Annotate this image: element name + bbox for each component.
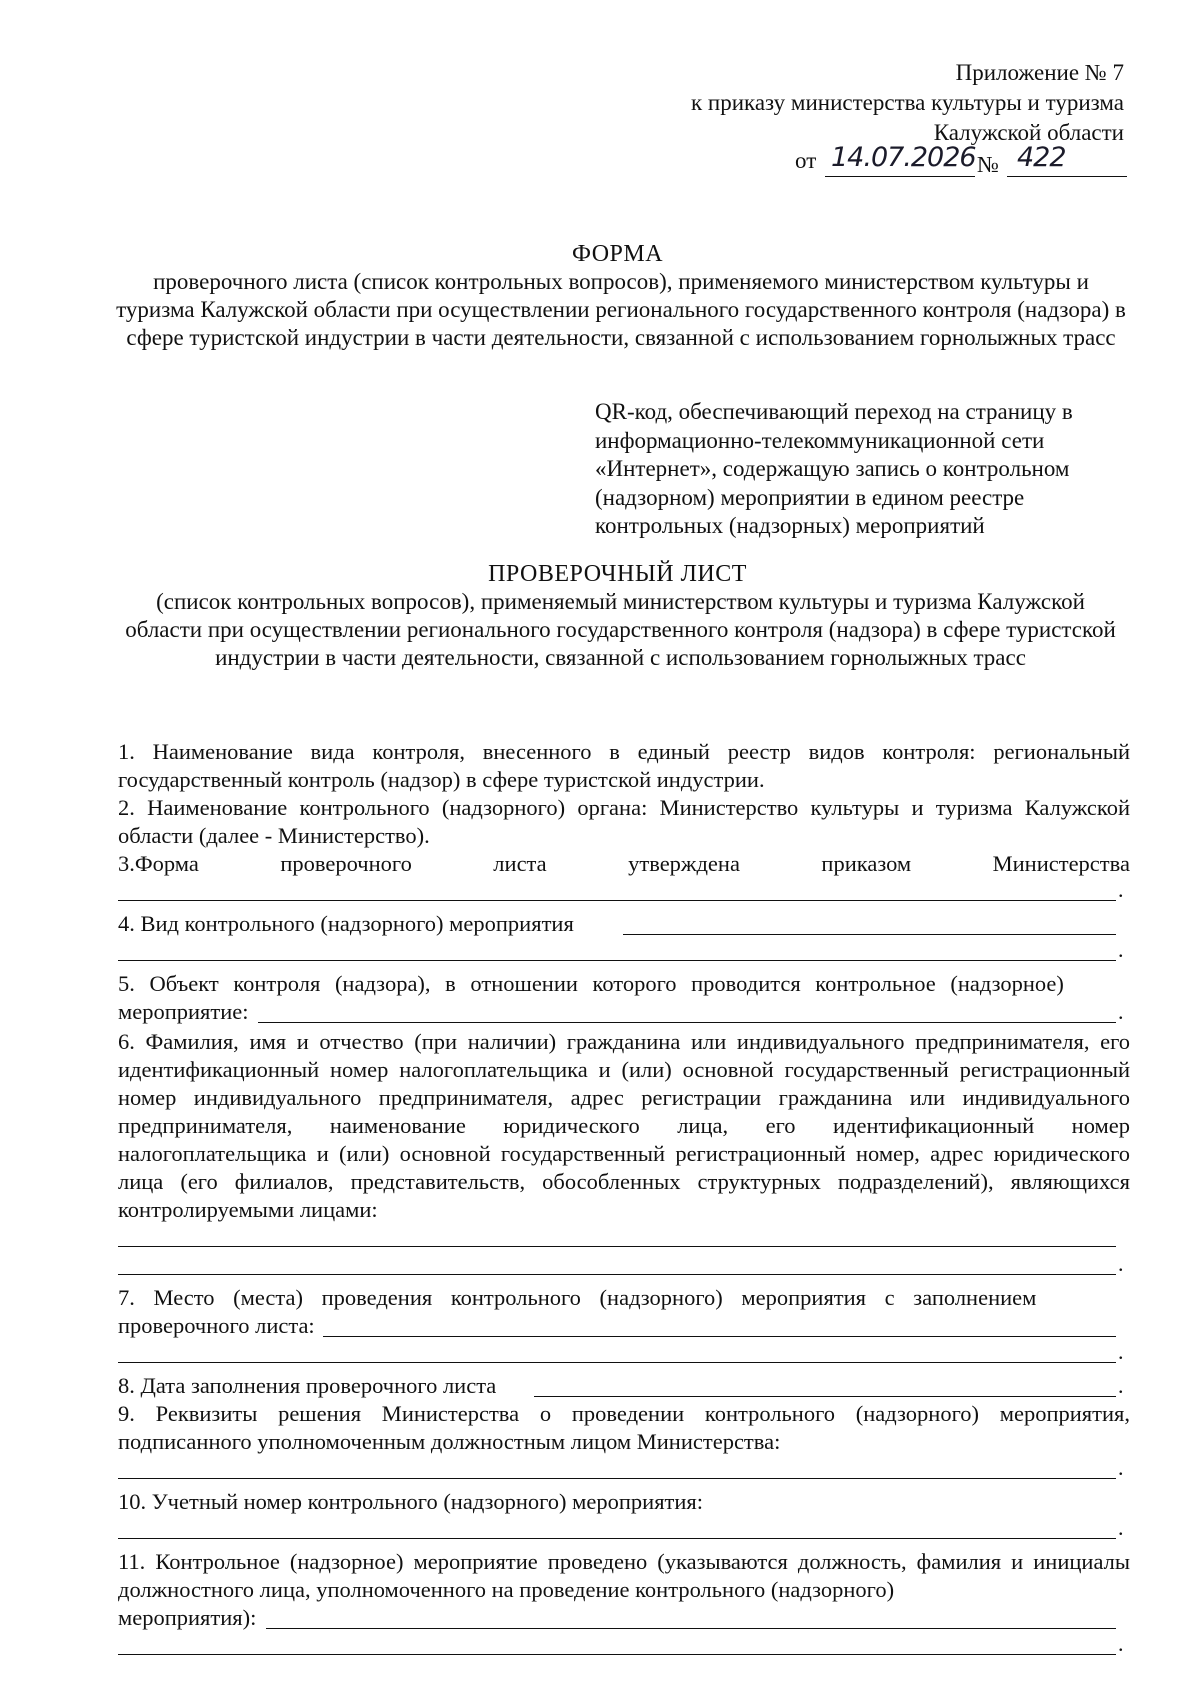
qr-code-description: QR-код, обеспечивающий переход на страницу в информационно-телекоммуникационной сети «Интернет», содержащую запись о контрольном (надзорном) мероприятии в едином реестре контрольных (надзорных) мероприятий <box>595 399 1073 538</box>
item-10-fill-line[interactable] <box>118 1538 1116 1539</box>
region-name: Калужской области <box>933 120 1124 145</box>
item-6-fill-row <box>118 1224 1130 1252</box>
line-end: . <box>1118 877 1124 902</box>
item-5-fill-line[interactable] <box>258 1022 1116 1023</box>
item-5-label-end: мероприятие: <box>118 999 249 1024</box>
item-1: 1. Наименование вида контроля, внесенного в единый реестр видов контроля: региональный государственный контроль (надзор) в сфере туристской индустрии. <box>118 739 1130 792</box>
handwritten-number: 422 <box>1017 142 1066 173</box>
item-4 <box>118 910 1130 938</box>
item-3-word: утверждена <box>628 851 740 876</box>
item-4-fill-row <box>118 938 1130 966</box>
item-10 <box>118 1488 1130 1516</box>
item-11-fill-line-2[interactable] <box>118 1654 1116 1655</box>
item-8 <box>118 1372 1130 1400</box>
date-underline <box>825 176 975 177</box>
item-3-word: Министерства <box>992 851 1130 876</box>
item-7-fill-line[interactable] <box>323 1336 1116 1337</box>
item-7-fill-line-2[interactable] <box>118 1362 1116 1363</box>
item-3 <box>118 850 1130 878</box>
item-6-fill-line-2[interactable] <box>118 1274 1116 1275</box>
item-4-fill-line-2[interactable] <box>118 960 1116 961</box>
line-end: . <box>1118 1373 1124 1398</box>
order-date-number-row <box>795 142 1130 184</box>
item-7-fill-row-2 <box>118 1340 1130 1368</box>
checklist-items <box>118 738 1130 1660</box>
item-7-label-end: проверочного листа: <box>118 1313 315 1338</box>
item-5-label: 5. Объект контроля (надзора), в отношении которого проводится контрольное (надзорное) <box>118 971 1064 996</box>
line-end: . <box>1118 1455 1124 1480</box>
form-heading: ФОРМА <box>571 241 664 267</box>
item-3-word: проверочного <box>280 851 412 876</box>
item-6-fill-line[interactable] <box>118 1246 1116 1247</box>
line-end: . <box>1118 999 1124 1024</box>
order-reference: к приказу министерства культуры и туризма <box>690 90 1124 115</box>
appendix-header <box>524 58 1124 148</box>
item-6-fill-row-2 <box>118 1252 1130 1280</box>
item-7-fill-row <box>118 1312 1130 1340</box>
item-10-label: 10. Учетный номер контрольного (надзорного) мероприятия: <box>118 1489 704 1514</box>
form-subtitle: проверочного листа (список контрольных вопросов), применяемого министерством культуры и туризма Калужской области при осуществлении регионального государственного контроля (надзора) в сфере туристской индустрии в части деятельности, связанной с использованием горнолыжных трасс <box>116 269 1126 350</box>
line-end: . <box>1118 1631 1124 1656</box>
item-8-label: 8. Дата заполнения проверочного листа <box>118 1373 497 1398</box>
checklist-subtitle: (список контрольных вопросов), применяемый министерством культуры и туризма Калужской области при осуществлении регионального государственного контроля (надзора) в сфере туристской индустрии в части деятельности, связанной с использованием горнолыжных трасс <box>125 589 1116 670</box>
item-10-fill-row <box>118 1516 1130 1544</box>
item-4-label: 4. Вид контрольного (надзорного) мероприятия <box>118 911 574 936</box>
line-end: . <box>1118 1251 1124 1276</box>
item-9-fill-line[interactable] <box>118 1478 1116 1479</box>
line-end: . <box>1118 1339 1124 1364</box>
item-8-fill-line[interactable] <box>534 1396 1116 1397</box>
line-end: . <box>1118 1515 1124 1540</box>
handwritten-date: 14.07.2026 <box>831 142 976 173</box>
item-7-label: 7. Место (места) проведения контрольного (надзорного) мероприятия с заполнением <box>118 1285 1037 1310</box>
number-label: № <box>977 152 999 177</box>
line-end: . <box>1118 937 1124 962</box>
appendix-number: Приложение № 7 <box>955 60 1124 85</box>
item-5-line-1 <box>118 970 1130 998</box>
item-3-fill-row <box>118 878 1130 906</box>
item-11-fill-row-2 <box>118 1632 1130 1660</box>
item-4-fill-line[interactable] <box>623 934 1116 935</box>
item-11-label-end: мероприятия): <box>118 1605 257 1630</box>
item-11-fill-row <box>118 1604 1130 1632</box>
item-2: 2. Наименование контрольного (надзорного) органа: Министерство культуры и туризма Калужской области (далее - Министерство). <box>118 795 1130 848</box>
item-11: 11. Контрольное (надзорное) мероприятие проведено (указываются должность, фамилия и инициалы должностного лица, уполномоченного на проведение контрольного (надзорного) <box>118 1549 1130 1602</box>
item-5-fill-row <box>118 998 1130 1026</box>
item-9: 9. Реквизиты решения Министерства о проведении контрольного (надзорного) мероприятия, подписанного уполномоченным должностным лицом Министерства: <box>118 1401 1130 1454</box>
item-7-line-1 <box>118 1284 1130 1312</box>
checklist-heading: ПРОВЕРОЧНЫЙ ЛИСТ <box>488 561 747 587</box>
item-3-word: приказом <box>821 851 912 876</box>
item-3-word: листа <box>493 851 547 876</box>
item-3-fill-line[interactable] <box>118 900 1116 901</box>
item-3-word: 3.Форма <box>118 851 199 876</box>
from-label: от <box>795 148 817 173</box>
item-11-fill-line[interactable] <box>266 1628 1116 1629</box>
item-9-fill-row <box>118 1456 1130 1484</box>
number-underline <box>1007 176 1127 177</box>
item-6: 6. Фамилия, имя и отчество (при наличии) гражданина или индивидуального предпринимателя, его идентификационный номер налогоплательщика и (или) основной государственный регистрационный номер индивидуального предпринимателя, адрес регистрации гражданина или индивидуального предпринимателя, наименование юридического лица, его идентификационный номер налогоплательщика и (или) основной государственный регистрационный номер, адрес юридического лица (его филиалов, представительств, обособленных структурных подразделений), являющихся контролируемыми лицами: <box>118 1029 1130 1222</box>
